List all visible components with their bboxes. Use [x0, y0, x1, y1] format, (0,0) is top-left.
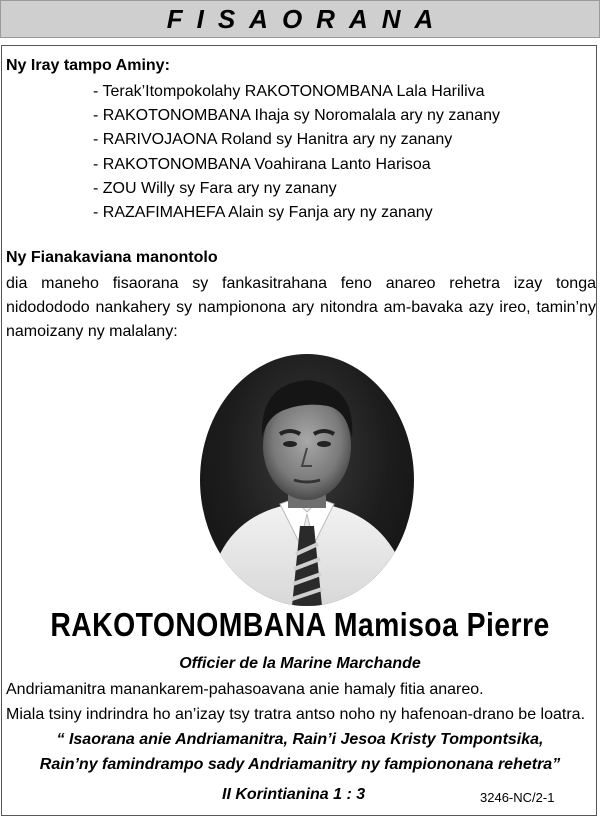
portrait-illustration: [200, 354, 414, 606]
relatives-paragraph: dia maneho fisaorana sy fankasitrahana feno anareo rehetra izay tonga nidodododo nankahery sy nampionona ary nitondra am-bavaka azy ireo, tamin’ny namoizany ny malalany:: [6, 275, 596, 340]
blessing-line: Andriamanitra manankarem-pahasoavana anie hamaly fitia anareo.: [6, 681, 484, 698]
family-member: - RAZAFIMAHEFA Alain sy Fanja ary ny zanany: [93, 204, 433, 222]
portrait-photo: [200, 354, 414, 606]
verse-reference: II Korintianina 1 : 3: [222, 786, 366, 803]
apology-line: Miala tsiny indrindra ho an’izay tsy tratra antso noho ny hafenoan-drano be loatra.: [6, 706, 586, 723]
family-member: - RAKOTONOMBANA Ihaja sy Noromalala ary ny zanany: [93, 107, 500, 125]
header-bar: [0, 0, 600, 38]
verse-line-2: Rain’ny famindrampo sady Andriamanitry ny fampiononana rehetra”: [39, 756, 561, 773]
family-list: [93, 80, 500, 225]
family-member: - RARIVOJAONA Roland sy Hanitra ary ny zanany: [93, 131, 453, 149]
family-member: - RAKOTONOMBANA Voahirana Lanto Harisoa: [93, 155, 431, 173]
deceased-title: Officier de la Marine Marchande: [179, 655, 421, 672]
family-member: - Terak’Itompokolahy RAKOTONOMBANA Lala Hariliva: [93, 83, 485, 100]
deceased-name: RAKOTONOMBANA Mamisoa Pierre: [50, 606, 550, 643]
relatives-heading: Ny Fianakaviana manontolo: [6, 249, 218, 266]
family-heading: Ny Iray tampo Aminy:: [6, 57, 170, 74]
notice-code: 3246-NC/2-1: [480, 790, 555, 805]
family-member: - ZOU Willy sy Fara ary ny zanany: [93, 179, 337, 197]
verse-line-1: “ Isaorana anie Andriamanitra, Rain’i Jesoa Kristy Tompontsika,: [56, 731, 544, 748]
page-title: FISAORANA: [166, 3, 448, 34]
